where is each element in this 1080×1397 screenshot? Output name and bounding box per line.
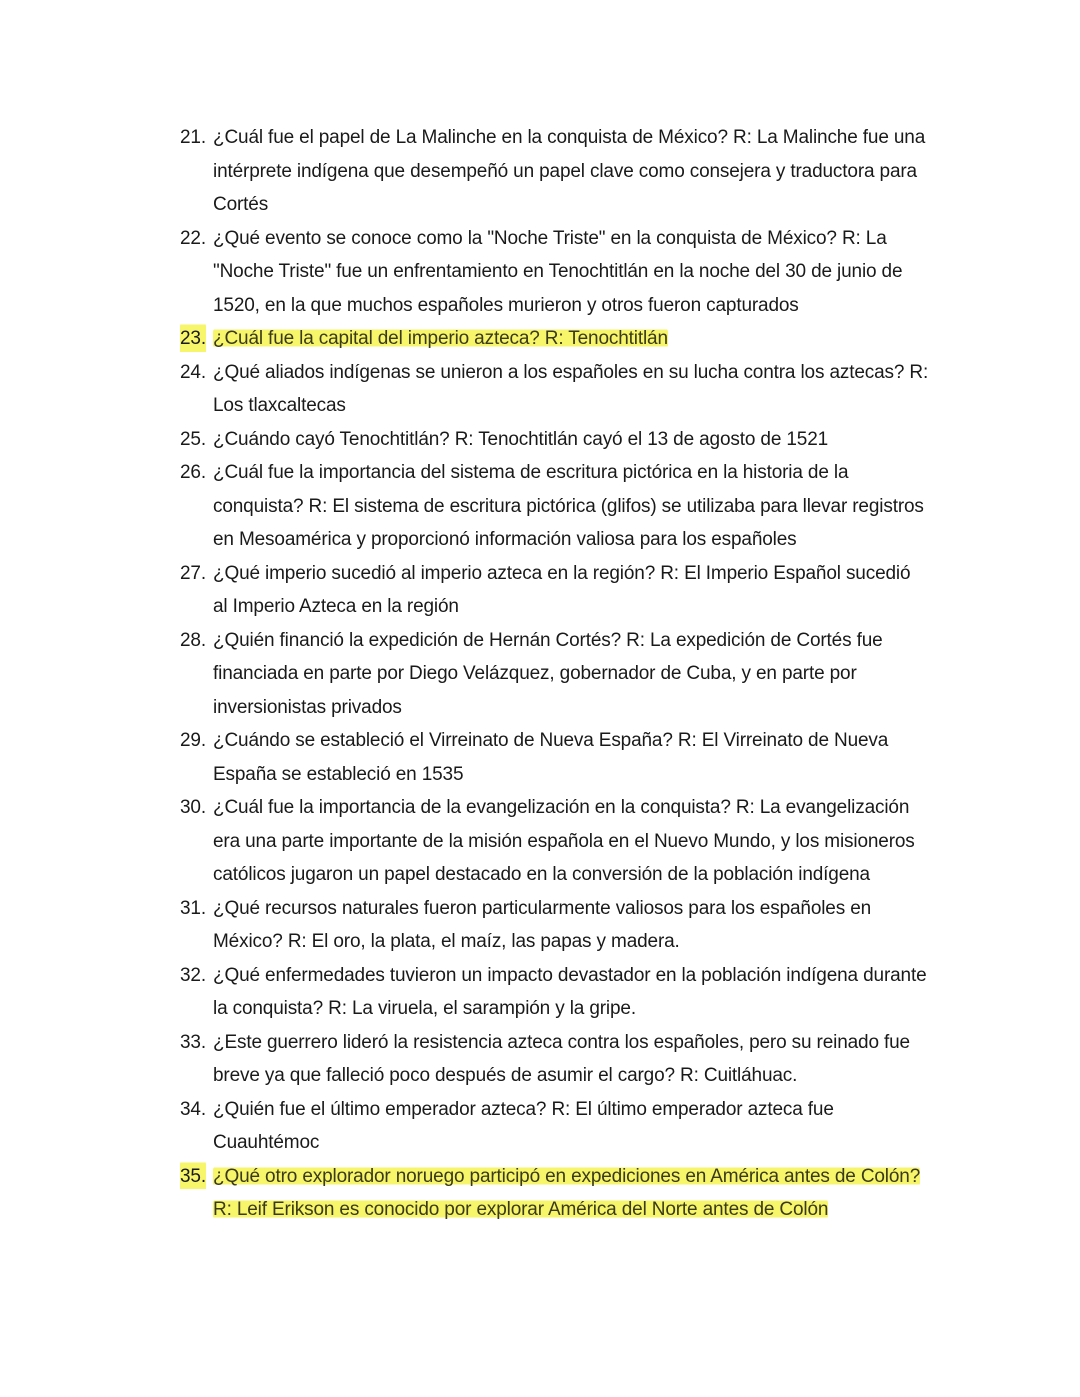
item-text: ¿Qué enfermedades tuvieron un impacto devastador en la población indígena durante la conquista? R: La viruela, el sarampión y la gripe.	[213, 964, 927, 1019]
item-number: 33.	[180, 1031, 206, 1053]
list-item-26	[180, 456, 930, 557]
list-item-32	[180, 959, 930, 1026]
item-text: ¿Cuándo se estableció el Virreinato de Nueva España? R: El Virreinato de Nueva España se estableció en 1535	[213, 730, 889, 785]
list-item-34	[180, 1093, 930, 1160]
item-text: ¿Cuál fue el papel de La Malinche en la conquista de México? R: La Malinche fue una intérprete indígena que desempeñó un papel clave como consejera y traductora para Cortés	[213, 127, 926, 215]
item-text: ¿Qué imperio sucedió al imperio azteca en la región? R: El Imperio Español sucedió al Imperio Azteca en la región	[213, 562, 911, 617]
list-item-28	[180, 624, 930, 725]
list-item-29	[180, 724, 930, 791]
item-number: 21.	[180, 127, 206, 148]
item-number: 31.	[180, 897, 206, 919]
list-item-31	[180, 892, 930, 959]
list-item-30	[180, 791, 930, 892]
list-item-22	[180, 222, 930, 323]
item-number: 26.	[180, 462, 206, 483]
item-number: 30.	[180, 797, 206, 818]
item-text: ¿Cuál fue la importancia del sistema de escritura pictórica en la historia de la conquista? R: El sistema de escritura pictórica (glifos) se utilizaba para llevar registros en Mesoamérica y proporcionó información valiosa para los españoles	[213, 462, 924, 550]
item-number: 34.	[180, 1098, 206, 1120]
list-item-25	[180, 423, 930, 457]
list-item-33	[180, 1026, 930, 1093]
highlighted-item-text: ¿Qué otro explorador noruego participó en expediciones en América antes de Colón? R: Leif Erikson es conocido por explorar América del Norte antes de Colón	[213, 1165, 921, 1220]
item-number: 22.	[180, 227, 206, 249]
list-item-24	[180, 356, 930, 423]
item-text: ¿Cuál fue la importancia de la evangelización en la conquista? R: La evangelización era una parte importante de la misión española en el Nuevo Mundo, y los misioneros católicos jugaron un papel destacado en la conversión de la población indígena	[213, 797, 915, 885]
item-number: 23.	[180, 322, 206, 356]
list-item-35-highlighted	[180, 1160, 930, 1227]
list-item-27	[180, 557, 930, 624]
list-item-23-highlighted	[180, 322, 930, 356]
item-text: ¿Qué recursos naturales fueron particularmente valiosos para los españoles en México? R: El oro, la plata, el maíz, las papas y madera.	[213, 897, 872, 952]
list-item-21	[180, 121, 930, 222]
item-text: ¿Qué aliados indígenas se unieron a los españoles en su lucha contra los aztecas? R: Los tlaxcaltecas	[213, 361, 929, 416]
item-number: 28.	[180, 629, 206, 651]
item-text: ¿Cuándo cayó Tenochtitlán? R: Tenochtitlán cayó el 13 de agosto de 1521	[213, 428, 829, 450]
item-number: 29.	[180, 730, 206, 751]
item-number: 25.	[180, 428, 206, 450]
item-text: ¿Este guerrero lideró la resistencia azteca contra los españoles, pero su reinado fue breve ya que falleció poco después de asumir el cargo? R: Cuitláhuac.	[213, 1031, 910, 1086]
item-text: ¿Qué evento se conoce como la "Noche Triste" en la conquista de México? R: La "Noche Triste" fue un enfrentamiento en Tenochtitlán en la noche del 30 de junio de 1520, en la que muchos españoles murieron y otros fueron capturados	[213, 227, 903, 316]
item-text: ¿Quién financió la expedición de Hernán Cortés? R: La expedición de Cortés fue financiada en parte por Diego Velázquez, gobernador de Cuba, y en parte por inversionistas privados	[213, 629, 883, 718]
item-number: 32.	[180, 964, 206, 986]
question-answer-list	[180, 121, 930, 1227]
item-number: 35.	[180, 1160, 206, 1194]
item-number: 24.	[180, 361, 206, 383]
item-text: ¿Quién fue el último emperador azteca? R: El último emperador azteca fue Cuauhtémoc	[213, 1098, 834, 1153]
item-number: 27.	[180, 562, 206, 584]
highlighted-item-text: ¿Cuál fue la capital del imperio azteca? R: Tenochtitlán	[213, 328, 668, 349]
